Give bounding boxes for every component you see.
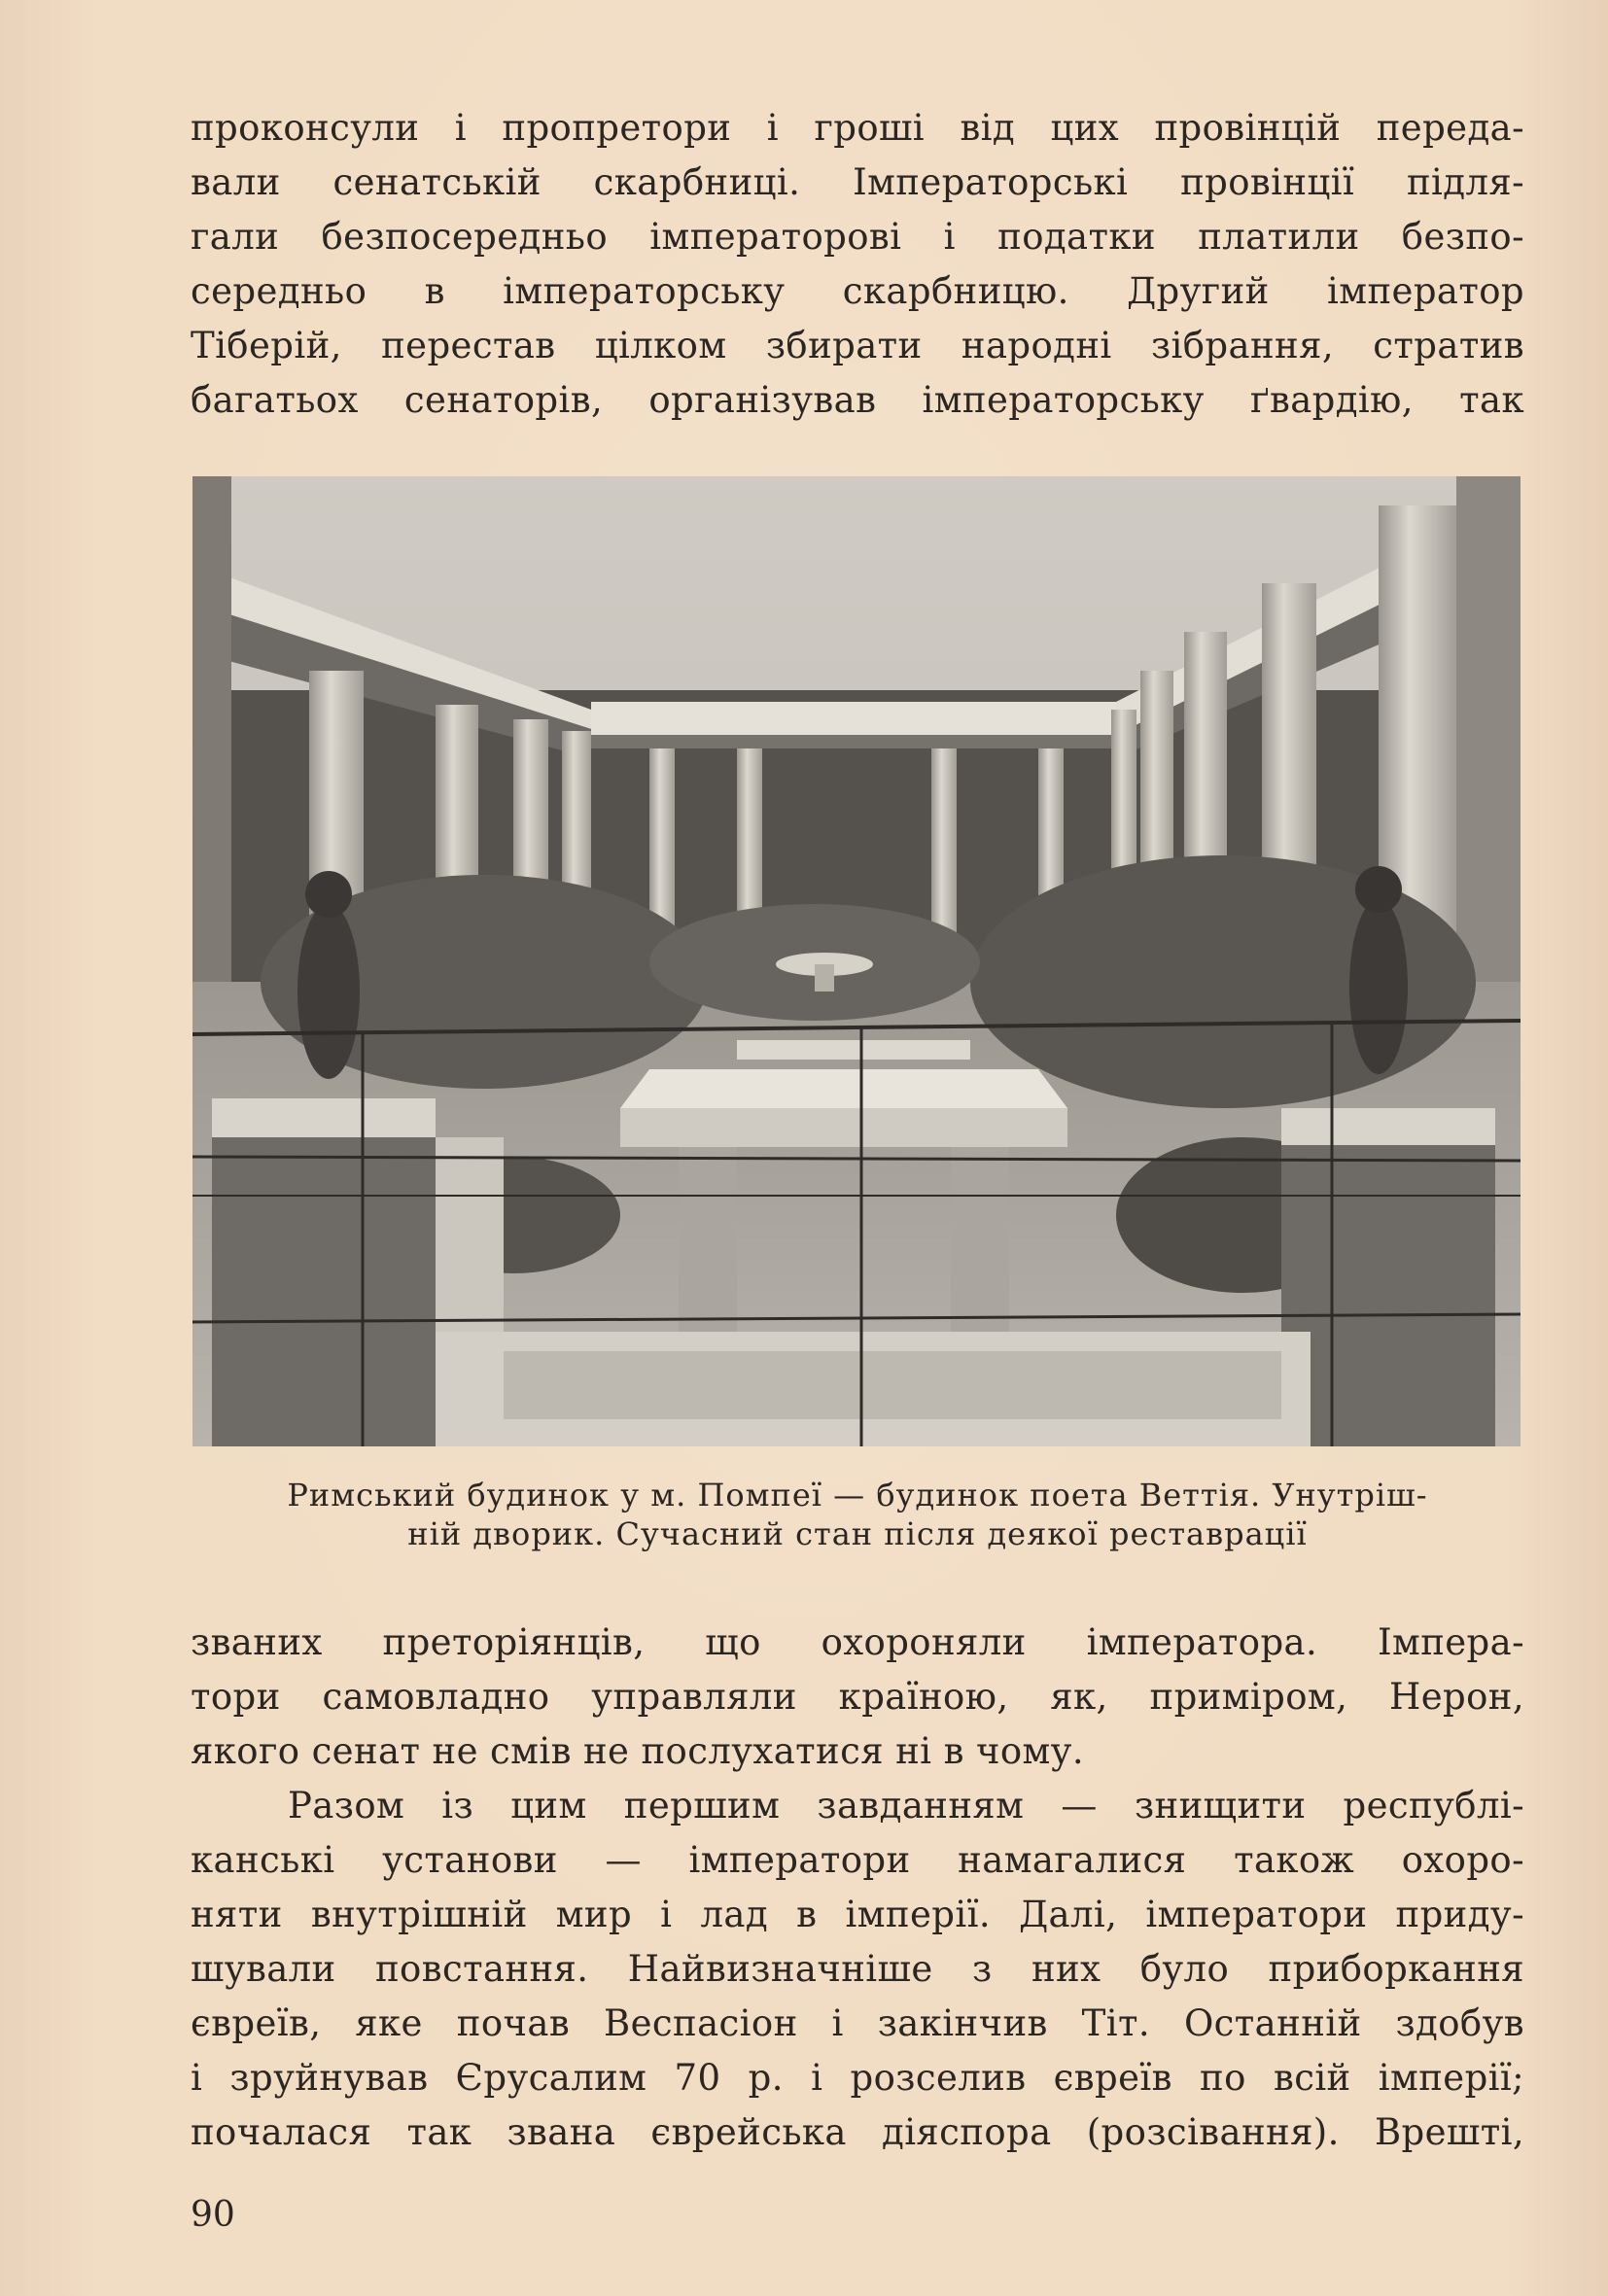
text-line: Тіберій, перестав цілком збирати народні зібрання, стратив bbox=[191, 325, 1524, 366]
text-line: якого сенат не смів не послухатися ні в чому. bbox=[191, 1730, 1085, 1772]
caption-line: Римський будинок у м. Помпеї — будинок поета Веттія. Унутріш- bbox=[287, 1477, 1428, 1513]
text-line: вали сенатській скарбниці. Імператорські провінції підля- bbox=[191, 161, 1524, 203]
pompeii-courtyard-photo bbox=[192, 476, 1521, 1446]
text-line: шували повстання. Найвизначніше з них було приборкання bbox=[191, 1948, 1524, 1990]
top-paragraph bbox=[191, 101, 1524, 428]
text-line: почалася так звана єврейська діяспора (розсівання). Врешті, bbox=[191, 2111, 1524, 2153]
text-line: тори самовладно управляли країною, як, приміром, Нерон, bbox=[191, 1676, 1524, 1718]
text-line: няти внутрішній мир і лад в імперії. Далі, імператори приду- bbox=[191, 1894, 1524, 1935]
bottom-text bbox=[191, 1616, 1524, 2160]
text-line: гали безпосередньо імператорові і податки платили безпо- bbox=[191, 216, 1524, 258]
text-line: канські установи — імператори намагалися також охоро- bbox=[191, 1839, 1524, 1881]
text-line: званих преторіянців, що охороняли імператора. Імпера- bbox=[191, 1621, 1524, 1663]
caption-line: ній дворик. Сучасний стан після деякої реставрації bbox=[407, 1515, 1308, 1552]
text-line: середньо в імператорську скарбницю. Другий імператор bbox=[191, 270, 1524, 312]
text-line: євреїв, яке почав Веспасіон і закінчив Тіт. Останній здобув bbox=[191, 2002, 1524, 2044]
text-line: і зруйнував Єрусалим 70 р. і розселив євреїв по всій імперії; bbox=[191, 2057, 1524, 2099]
page-number: 90 bbox=[191, 2195, 235, 2235]
text-line: проконсули і пропретори і гроші від цих провінцій переда- bbox=[191, 107, 1524, 149]
text-line: Разом із цим першим завданням — знищити республі- bbox=[288, 1785, 1524, 1826]
figure-caption bbox=[191, 1476, 1524, 1553]
text-line: багатьох сенаторів, організував імператорську ґвардію, так bbox=[191, 379, 1524, 421]
